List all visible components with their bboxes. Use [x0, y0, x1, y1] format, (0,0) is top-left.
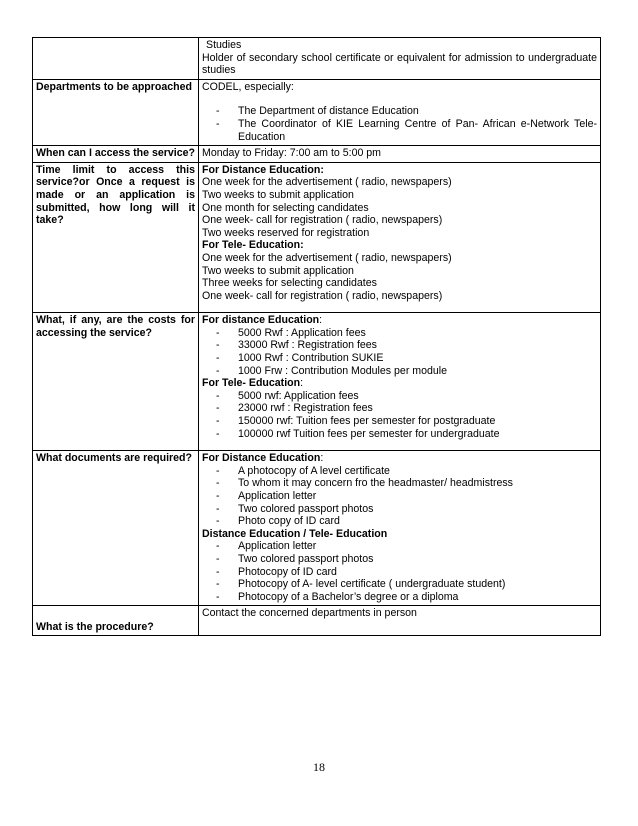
list-item: - 1000 Frw : Contribution Modules per module [202, 365, 597, 378]
section-heading: For Distance Education: [202, 163, 324, 176]
answer-line: One week for the advertisement ( radio, newspapers) [202, 251, 452, 264]
list-item: - Application letter [202, 490, 597, 503]
table-row [33, 38, 601, 80]
list-item: - Photocopy of A- level certificate ( undergraduate student) [202, 578, 597, 591]
dash-list [202, 327, 597, 377]
spacer [202, 93, 597, 105]
list-item: - 150000 rwf: Tuition fees per semester for postgraduate [202, 415, 597, 428]
question-cell [33, 38, 199, 80]
answer-intro: CODEL, especially: [202, 80, 294, 93]
list-item: - 5000 rwf: Application fees [202, 390, 597, 403]
section-heading: Distance Education / Tele- Education [202, 527, 388, 540]
answer-line: Two weeks reserved for registration [202, 226, 370, 239]
answer-line: Three weeks for selecting candidates [202, 277, 377, 290]
answer-line: Two weeks to submit application [202, 264, 354, 277]
spacer [202, 440, 597, 448]
list-item: - The Coordinator of KIE Learning Centre of Pan- African e-Network Tele- Education [202, 118, 597, 143]
list-item: - To whom it may concern fro the headmaster/ headmistress [202, 477, 597, 490]
answer-line: One week for the advertisement ( radio, newspapers) [202, 176, 452, 189]
spacer [202, 302, 597, 310]
table-row [33, 162, 601, 313]
list-item: - 23000 rwf : Registration fees [202, 402, 597, 415]
answer-cell: Monday to Friday: 7:00 am to 5:00 pm [199, 146, 601, 163]
table-row [33, 313, 601, 451]
section-heading: For distance Education [202, 314, 320, 327]
answer-line: One week- call for registration ( radio, newspapers) [202, 289, 443, 302]
list-item: - 33000 Rwf : Registration fees [202, 339, 597, 352]
question-cell: When can I access the service? [33, 146, 199, 163]
answer-line: One month for selecting candidates [202, 201, 369, 214]
question-cell: Time limit to access this service?or Once a request is made or an application is submitted, how long will it take? [33, 162, 199, 313]
list-item: - Photo copy of ID card [202, 515, 597, 528]
list-item: - A photocopy of A level certificate [202, 465, 597, 478]
list-item: - 1000 Rwf : Contribution SUKIE [202, 352, 597, 365]
answer-line: Two weeks to submit application [202, 188, 354, 201]
dash-list [202, 390, 597, 440]
table-row [33, 606, 601, 636]
page-number: 18 [313, 760, 325, 774]
answer-cell: For distance Education: - 5000 Rwf : Application fees - 33000 Rwf : Registration fees - 1000 Rwf : Contribution SUKIE - 1000 Frw : Contribution Modules per module For Tele- Education: - 5000 rwf: Application fees - 23000 rwf : Registration fees - 150000 rwf: Tuition fees per semester for postgraduate - 100000 rwf Tuition fees per semester for undergraduate [199, 313, 601, 451]
section-heading: For Tele- Education: [202, 239, 304, 252]
question-cell: Departments to be approached [33, 79, 199, 145]
question-cell: What, if any, are the costs for accessing the service? [33, 313, 199, 451]
dash-list [202, 540, 597, 603]
list-item: - Application letter [202, 540, 597, 553]
table-row [33, 79, 601, 145]
answer-line: Studies [206, 39, 242, 51]
answer-cell: Contact the concerned departments in person [199, 606, 601, 636]
list-item: - 5000 Rwf : Application fees [202, 327, 597, 340]
dash-list [202, 465, 597, 528]
dash-list [202, 105, 597, 143]
section-heading: For Distance Education [202, 452, 321, 465]
answer-cell [199, 79, 601, 145]
answer-line: One week- call for registration ( radio, newspapers) [202, 214, 443, 227]
list-item: - Two colored passport photos [202, 553, 597, 566]
table-row [33, 451, 601, 606]
list-item: - 100000 rwf Tuition fees per semester for undergraduate [202, 428, 597, 441]
list-item: - The Department of distance Education [202, 105, 597, 118]
answer-line: Holder of secondary school certificate or equivalent for admission to undergraduate studies [202, 51, 597, 77]
section-heading: For Tele- Education [202, 377, 301, 390]
question-cell: What is the procedure? [33, 606, 199, 636]
table-row [33, 146, 601, 163]
question-cell: What documents are required? [33, 451, 199, 606]
answer-cell: For Distance Education: - A photocopy of A level certificate - To whom it may concern fro the headmaster/ headmistress - Application letter - Two colored passport photos - Photo copy of ID card Distance Education / Tele- Education - Application letter - Two colored passport photos - Photocopy of ID card - Photocopy of A- level certificate ( undergraduate student) - Photocopy of a Bachelor’s degree or a diploma [199, 451, 601, 606]
answer-cell [199, 162, 601, 313]
list-item: - Two colored passport photos [202, 503, 597, 516]
list-item: - Photocopy of a Bachelor’s degree or a diploma [202, 591, 597, 604]
service-table [32, 37, 601, 636]
list-item: - Photocopy of ID card [202, 566, 597, 579]
answer-cell [199, 38, 601, 80]
